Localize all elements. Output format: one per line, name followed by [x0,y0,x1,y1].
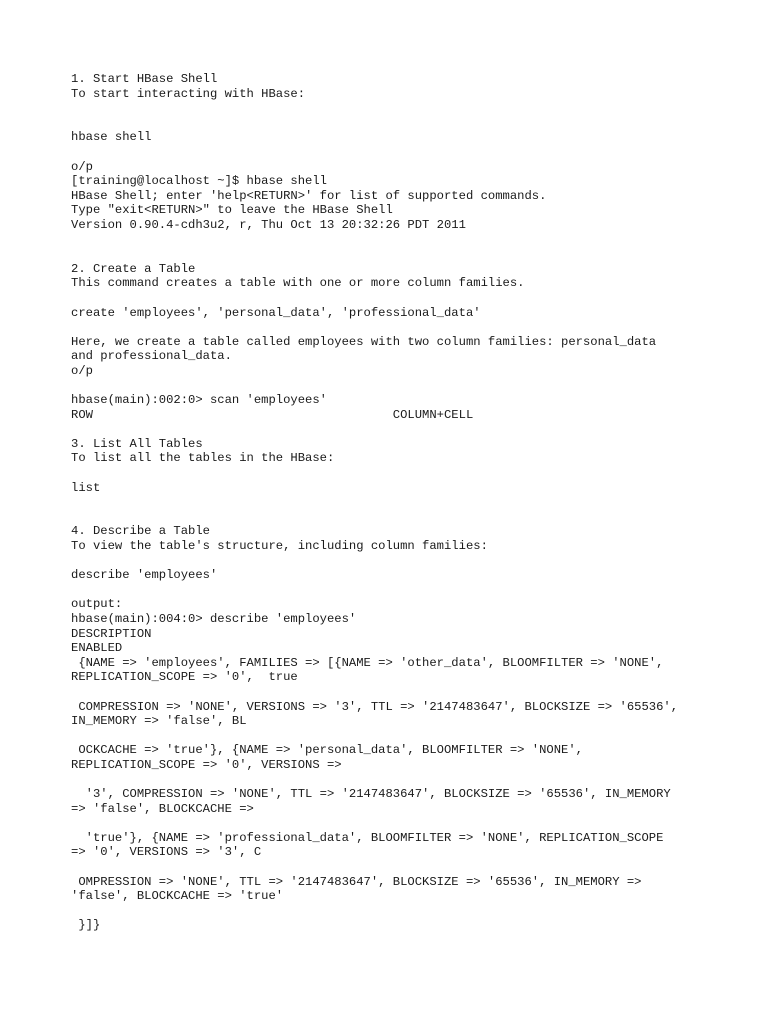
document-line: => '0', VERSIONS => '3', C [71,845,262,860]
document-line: OCKCACHE => 'true'}, {NAME => 'personal_data', BLOOMFILTER => 'NONE', [71,743,583,758]
document-line [71,860,731,875]
document-line [71,101,731,116]
document-line: Here, we create a table called employees with two column families: personal_data [71,334,657,349]
document-line: DESCRIPTION [71,626,152,641]
document-line [71,247,731,262]
document-line: COMPRESSION => 'NONE', VERSIONS => '3', TTL => '2147483647', BLOCKSIZE => '65536', [71,699,679,714]
document-line [71,729,731,744]
document-line [71,145,731,160]
document-line [71,583,731,598]
document-line: => 'false', BLOCKCACHE => [71,801,254,816]
document-line: o/p [71,363,93,378]
document-line: hbase(main):002:0> scan 'employees' [71,393,327,408]
document-line: 'false', BLOCKCACHE => 'true' [71,889,284,904]
document-line: [training@localhost ~]$ hbase shell [71,174,327,189]
document-line [71,904,731,919]
document-line [71,291,731,306]
document-line [71,378,731,393]
document-line: 2. Create a Table [71,261,196,276]
document-line: hbase(main):004:0> describe 'employees' [71,611,357,626]
document-line: }]} [71,918,101,933]
document-line: Version 0.90.4-cdh3u2, r, Thu Oct 13 20:32:26 PDT 2011 [71,217,466,232]
document-line: To view the table's structure, including column families: [71,539,488,553]
document-line [71,495,731,510]
document-line: REPLICATION_SCOPE => '0', VERSIONS => [71,757,342,772]
document-line: ROW COLUMN+CELL [71,407,474,422]
document-line [71,320,731,335]
document-line [71,816,731,831]
document-line: This command creates a table with one or more column families. [71,276,525,291]
document-line: To list all the tables in the HBase: [71,451,335,466]
document-line: Type "exit<RETURN>" to leave the HBase Shell [71,203,393,218]
document-line [71,685,731,700]
document-line: o/p [71,159,93,174]
document-line: HBase Shell; enter 'help<RETURN>' for list of supported commands. [71,188,547,203]
document-line [71,773,731,788]
document-line: REPLICATION_SCOPE => '0', true [71,670,298,685]
document-line [71,554,731,569]
document-line: IN_MEMORY => 'false', BL [71,714,247,729]
document-line: ENABLED [71,641,123,656]
document-line: output: [71,597,123,612]
document-line: 'true'}, {NAME => 'professional_data', BLOOMFILTER => 'NONE', REPLICATION_SCOPE [71,830,664,845]
document-line [71,466,731,481]
document-line [71,510,731,525]
document-line: list [71,480,101,495]
document-line [71,116,731,131]
document-page [71,72,731,933]
document-line: create 'employees', 'personal_data', 'professional_data' [71,305,481,320]
document-line: 1. Start HBase Shell [71,72,218,86]
document-line: {NAME => 'employees', FAMILIES => [{NAME => 'other_data', BLOOMFILTER => 'NONE', [71,655,664,670]
document-line: 3. List All Tables [71,436,203,451]
document-line: and professional_data. [71,349,232,364]
document-line: '3', COMPRESSION => 'NONE', TTL => '2147483647', BLOCKSIZE => '65536', IN_MEMORY [71,787,671,802]
document-line: hbase shell [71,130,152,145]
document-line [71,233,731,248]
document-line [71,422,731,437]
document-line: describe 'employees' [71,568,218,583]
document-line: 4. Describe a Table [71,524,210,539]
document-line: OMPRESSION => 'NONE', TTL => '2147483647', BLOCKSIZE => '65536', IN_MEMORY => [71,874,642,889]
document-line: To start interacting with HBase: [71,86,306,101]
